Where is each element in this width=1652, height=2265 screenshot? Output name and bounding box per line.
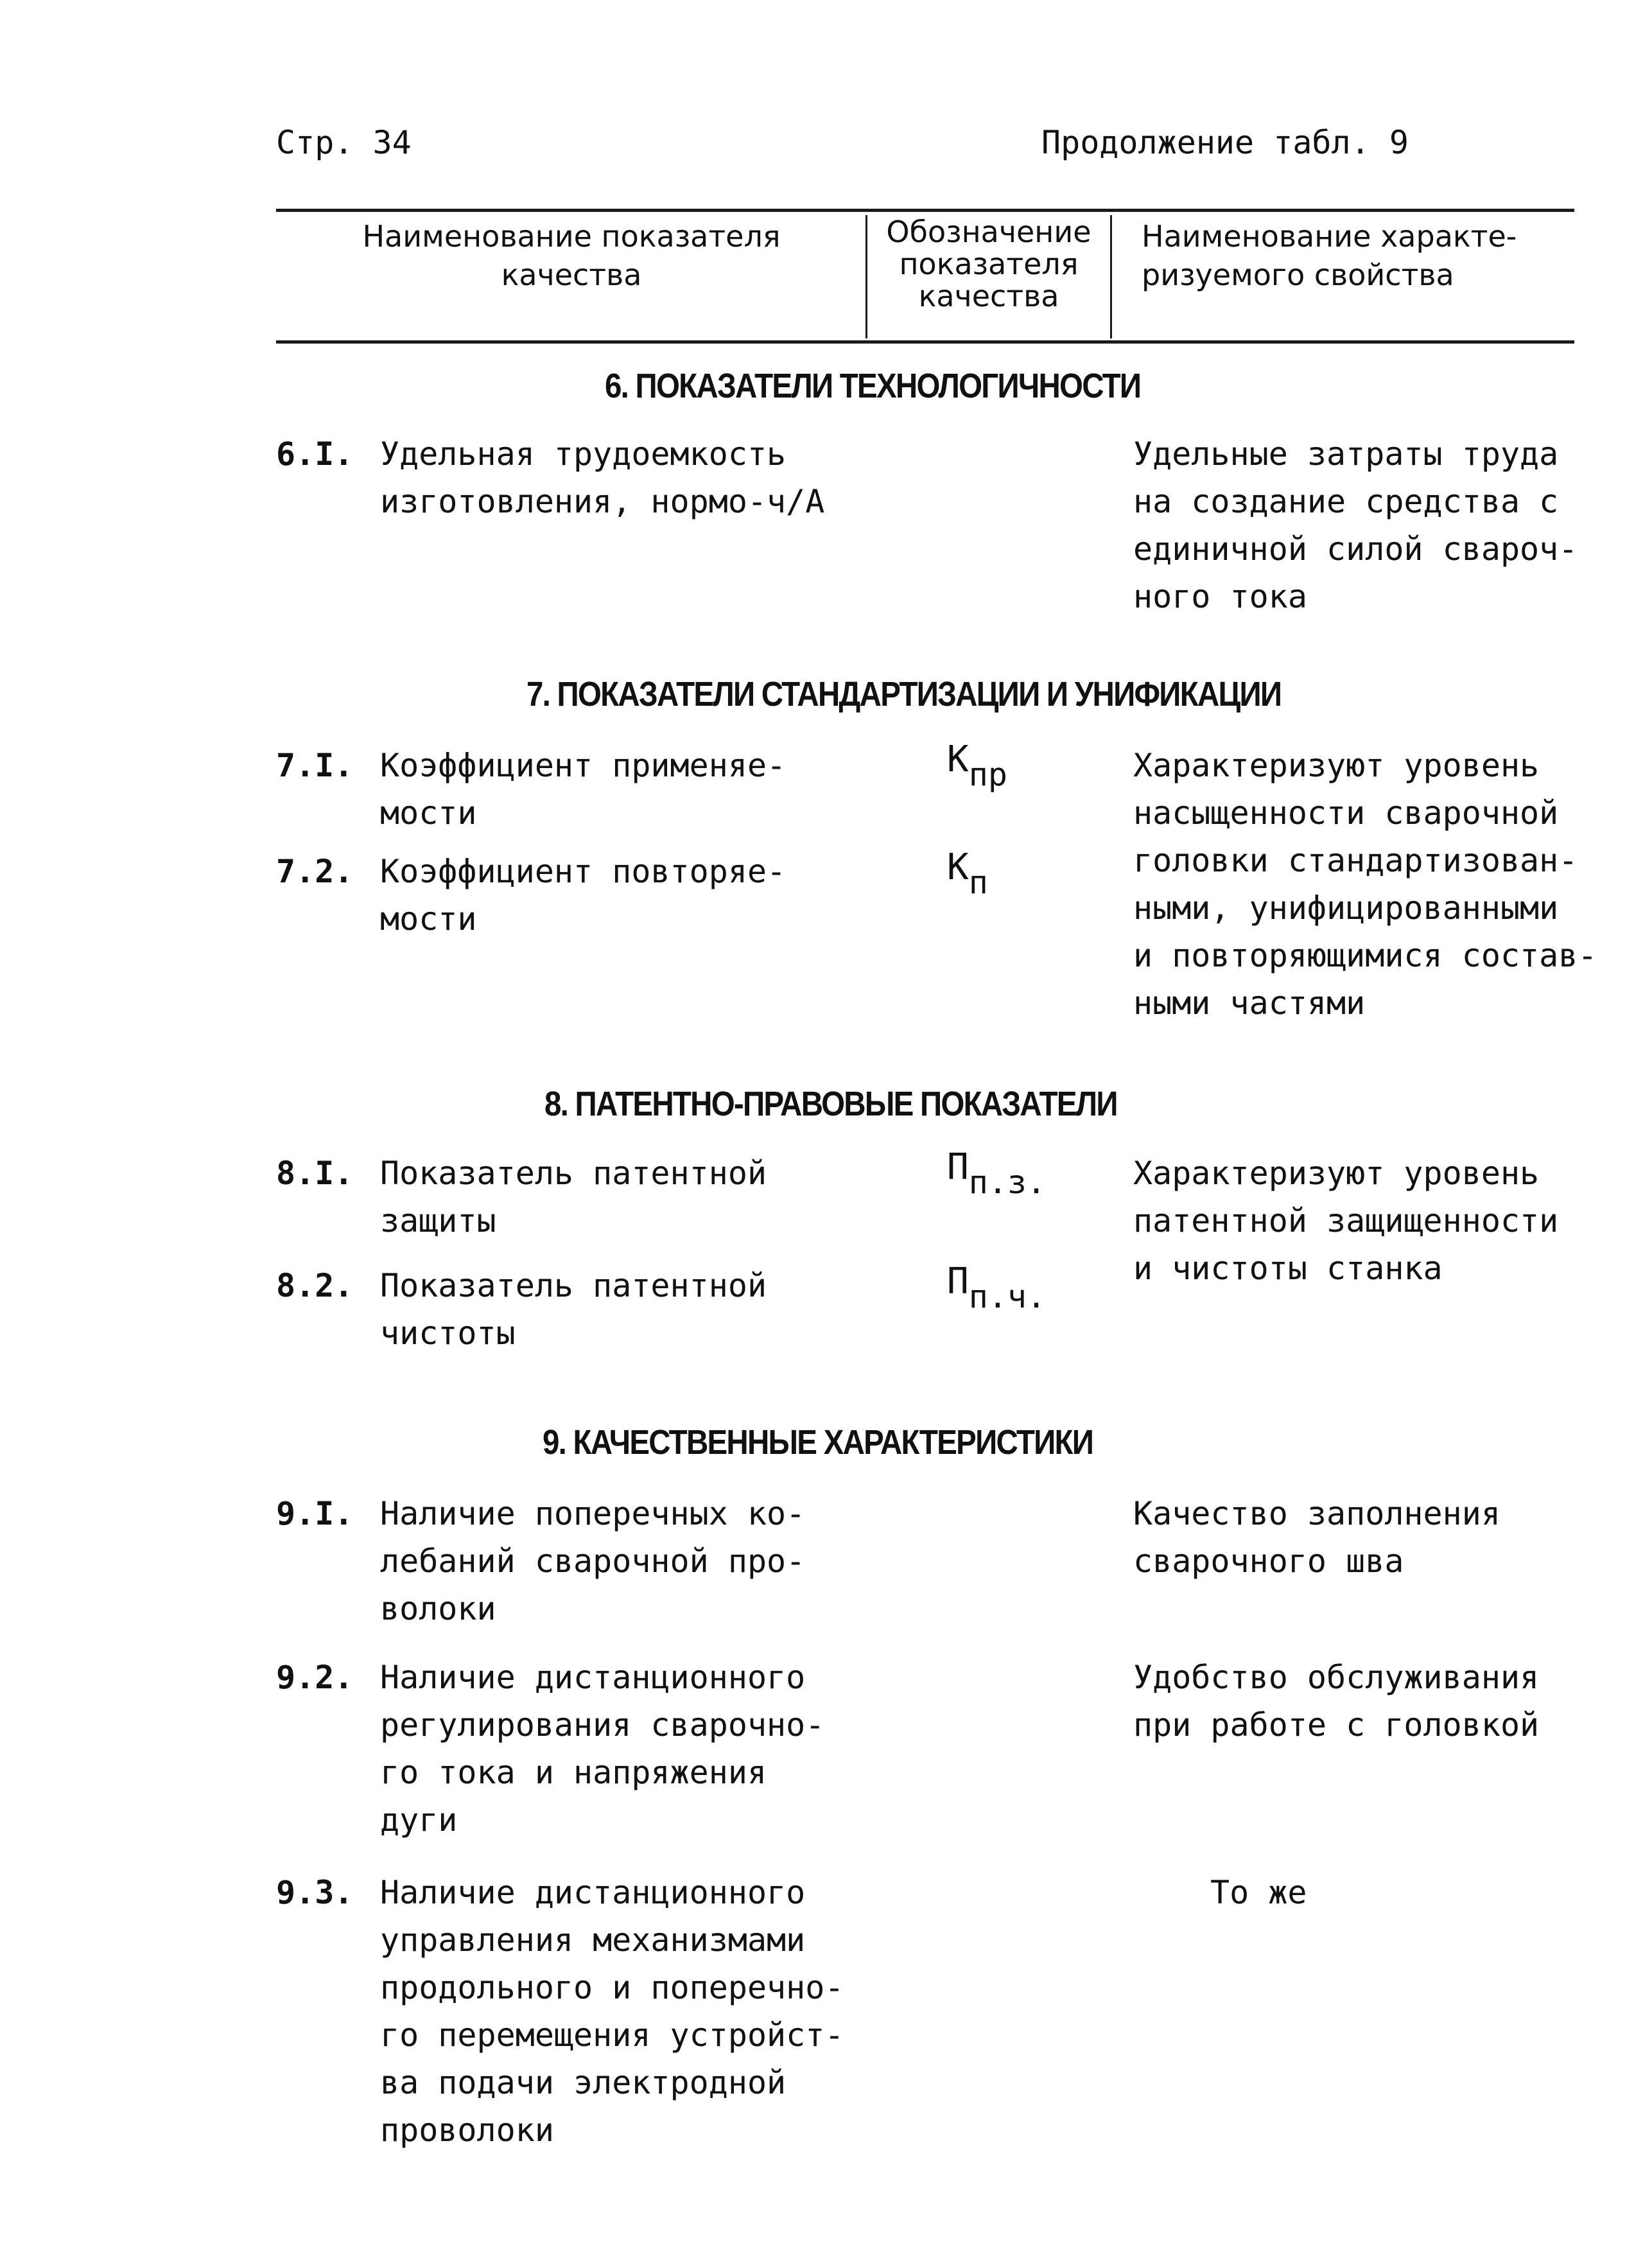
indicator-name: Коэффициент повторяе- мости xyxy=(380,853,787,938)
property-description: Качество заполнения сварочного шва xyxy=(1133,1495,1500,1580)
header-divider-1 xyxy=(865,215,867,338)
indicator-name: Удельная трудоемкость изготовления, нормо-ч/А xyxy=(380,435,825,520)
table-top-rule xyxy=(276,209,1574,212)
row-number: 8.2. xyxy=(276,1267,354,1304)
section-title-8: 8. ПАТЕНТНО-ПРАВОВЫЕ ПОКАЗАТЕЛИ xyxy=(544,1085,1117,1123)
row-number: 9.I. xyxy=(276,1495,354,1532)
row-number: 9.2. xyxy=(276,1659,354,1696)
row-number: 7.I. xyxy=(276,747,354,784)
table-header-rule xyxy=(276,340,1574,344)
row-number: 9.3. xyxy=(276,1874,354,1911)
row-number: 8.I. xyxy=(276,1155,354,1192)
section-title-6: 6. ПОКАЗАТЕЛИ ТЕХНОЛОГИЧНОСТИ xyxy=(605,367,1141,405)
property-description: Удельные затраты труда на создание средства с единичной силой свароч- ного тока xyxy=(1133,435,1578,615)
indicator-symbol: $К_{пр}$ xyxy=(947,739,1007,793)
indicator-name: Наличие дистанционного регулирования сварочно- го тока и напряжения дуги xyxy=(380,1659,825,1839)
header-divider-2 xyxy=(1110,215,1112,338)
section-title-9: 9. КАЧЕСТВЕННЫЕ ХАРАКТЕРИСТИКИ xyxy=(543,1423,1093,1462)
property-description: Характеризуют уровень патентной защищенности и чистоты станка xyxy=(1133,1155,1559,1287)
header-col-name: Наименование показателя качества xyxy=(362,219,781,292)
indicator-name: Показатель патентной защиты xyxy=(380,1155,767,1239)
row-number: 6.I. xyxy=(276,435,354,473)
indicator-name: Показатель патентной чистоты xyxy=(380,1267,767,1352)
property-description: То же xyxy=(1210,1874,1307,1911)
indicator-symbol: $П_{п.ч.}$ xyxy=(947,1261,1047,1315)
header-col-symbol: Обозначение показателя качества xyxy=(886,214,1091,313)
indicator-name: Наличие дистанционного управления механизмами продольного и поперечно- го перемещения устройст- ва подачи электродной проволоки xyxy=(380,1874,844,2149)
section-title-7: 7. ПОКАЗАТЕЛИ СТАНДАРТИЗАЦИИ И УНИФИКАЦИИ xyxy=(526,675,1282,713)
indicator-name: Коэффициент применяе- мости xyxy=(380,747,787,832)
header-col-property: Наименование характе- ризуемого свойства xyxy=(1142,219,1517,292)
page-number: Стр. 34 xyxy=(276,124,412,161)
property-description: Удобство обслуживания при работе с головкой xyxy=(1133,1659,1540,1744)
indicator-symbol: $П_{п.з.}$ xyxy=(947,1146,1047,1201)
indicator-name: Наличие поперечных ко- лебаний сварочной про- волоки xyxy=(380,1495,806,1627)
table-continuation: Продолжение табл. 9 xyxy=(1041,124,1409,161)
property-description: Характеризуют уровень насыщенности сварочной головки стандартизован- ными, унифицированными и повторяющимися состав- ными частями xyxy=(1133,747,1597,1022)
row-number: 7.2. xyxy=(276,853,354,890)
indicator-symbol: $К_п$ xyxy=(947,846,988,901)
